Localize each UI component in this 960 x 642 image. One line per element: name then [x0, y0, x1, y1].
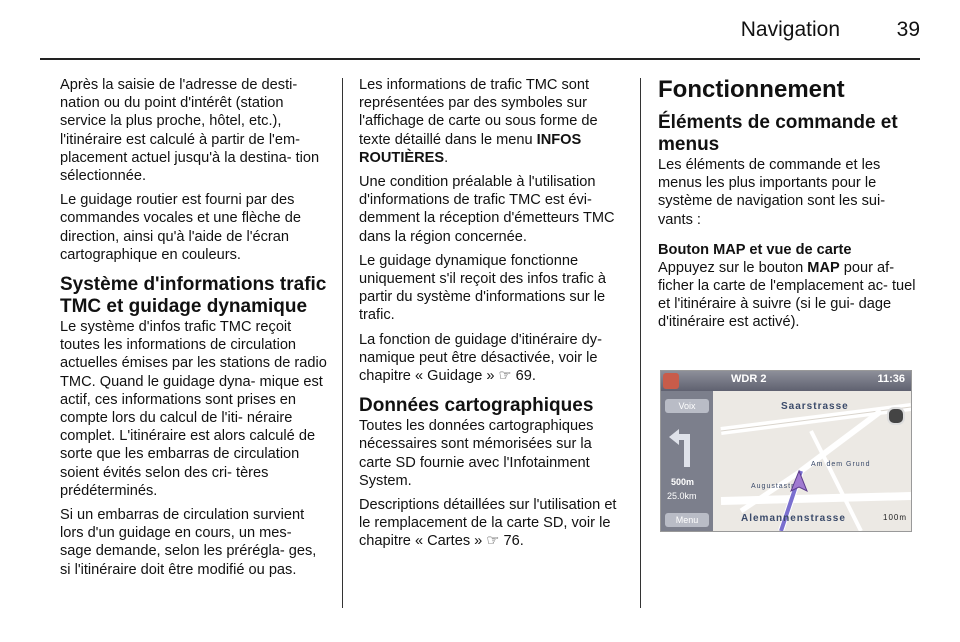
map-screen — [660, 370, 912, 532]
header-rule — [40, 58, 920, 60]
column-divider-1 — [342, 78, 343, 608]
map-scale: 100m — [883, 513, 908, 522]
total-distance: 25.0km — [667, 491, 697, 501]
text-run: pour af- ficher la carte de l'emplacement ac- tuel et l'itinéraire à suivre (si le gui- dage d'itinéraire est activé). — [658, 259, 916, 331]
turn-arrow-icon — [665, 419, 709, 469]
paragraph: Le système d'infos trafic TMC reçoit toutes les informations de circulation actuelles émises par les stations de radio TMC. Quand le guidage dyna- mique est actif, ces informations sont prises en compte lors du calcul de l'iti- néraire complet. L'itinéraire est alors calculé de sorte que les embarras de circulation soient évités selon des cri- tères prédéterminés. — [60, 319, 327, 499]
text-run: . — [444, 149, 449, 166]
column-2 — [359, 76, 624, 557]
map-side-panel — [661, 391, 713, 531]
radio-station: WDR 2 — [731, 373, 767, 385]
section-heading-controls: Éléments de commande et menus — [658, 112, 898, 155]
running-header-title: Navigation — [740, 18, 840, 41]
menu-name: INFOS ROUTIÈRES — [359, 131, 582, 166]
street-label: Alemannenstrasse — [741, 513, 846, 524]
paragraph — [359, 76, 624, 167]
section-heading-tmc: Système d'informations trafic TMC et guidage dynamique — [60, 274, 327, 318]
paragraph: Les éléments de commande et les menus les plus importants pour le système de navigation sont les sui- vants : — [658, 157, 886, 228]
menu-button[interactable]: Menu — [665, 513, 709, 527]
status-bar — [661, 371, 911, 391]
text-run: Les informations de trafic TMC sont représentées par des symboles sur l'affichage de carte ou sous forme de texte détaillé dans le menu — [359, 77, 598, 148]
section-heading-map-data: Données cartographiques — [359, 395, 594, 417]
paragraph: Après la saisie de l'adresse de desti- nation ou du point d'intérêt (station service la plus proche, hôtel, etc.), l'itinéraire est calculé à partir de l'em- placement actuel jusqu'à la destina- tion sélectionnée. — [60, 77, 320, 185]
paragraph: Une condition préalable à l'utilisation d'informations de trafic TMC est évi- demment la réception d'émetteurs TMC dans la région concernée. — [359, 174, 615, 245]
button-name: MAP — [807, 259, 840, 276]
column-1 — [60, 76, 327, 585]
paragraph: La fonction de guidage d'itinéraire dy- namique peut être désactivée, voir le chapitre « Guidage » ☞ 69. — [359, 331, 602, 385]
paragraph: Si un embarras de circulation survient lors d'un guidage en cours, un mes- sage demande, selon les prérégla- ges, si l'itinéraire doit être modifié ou pas. — [60, 507, 317, 578]
subsection-heading-map: Bouton MAP et vue de carte — [658, 241, 852, 258]
clock: 11:36 — [877, 373, 905, 385]
text-run: Appuyez sur le bouton — [658, 259, 808, 276]
paragraph: Toutes les données cartographiques nécessaires sont mémorisées sur la carte SD fournie avec l'Infotainment System. — [359, 418, 594, 489]
navigation-screen-figure — [652, 346, 918, 554]
paragraph: Le guidage dynamique fonctionne uniquement s'il reçoit des infos trafic à partir du système d'informations sur le trafic. — [359, 252, 606, 324]
turn-distance: 500m — [671, 477, 695, 487]
paragraph: Le guidage routier est fourni par des commandes vocales et une flèche de direction, ainsi qu'à l'aide de l'écran cartographique en couleurs. — [60, 192, 301, 263]
column-3 — [658, 76, 923, 338]
street-label: Augustastr — [751, 483, 795, 490]
page-number: 39 — [896, 18, 920, 41]
chapter-heading: Fonctionnement — [658, 76, 845, 103]
column-divider-2 — [640, 78, 641, 608]
paragraph — [658, 259, 923, 332]
voice-button[interactable]: Voix — [665, 399, 709, 413]
street-label: Saarstrasse — [781, 401, 849, 412]
street-label: Am dem Grund — [811, 461, 871, 468]
paragraph: Descriptions détaillées sur l'utilisation et le remplacement de la carte SD, voir le chapitre « Cartes » ☞ 76. — [359, 497, 617, 550]
home-icon[interactable] — [663, 373, 679, 389]
compass-icon[interactable] — [887, 407, 905, 425]
